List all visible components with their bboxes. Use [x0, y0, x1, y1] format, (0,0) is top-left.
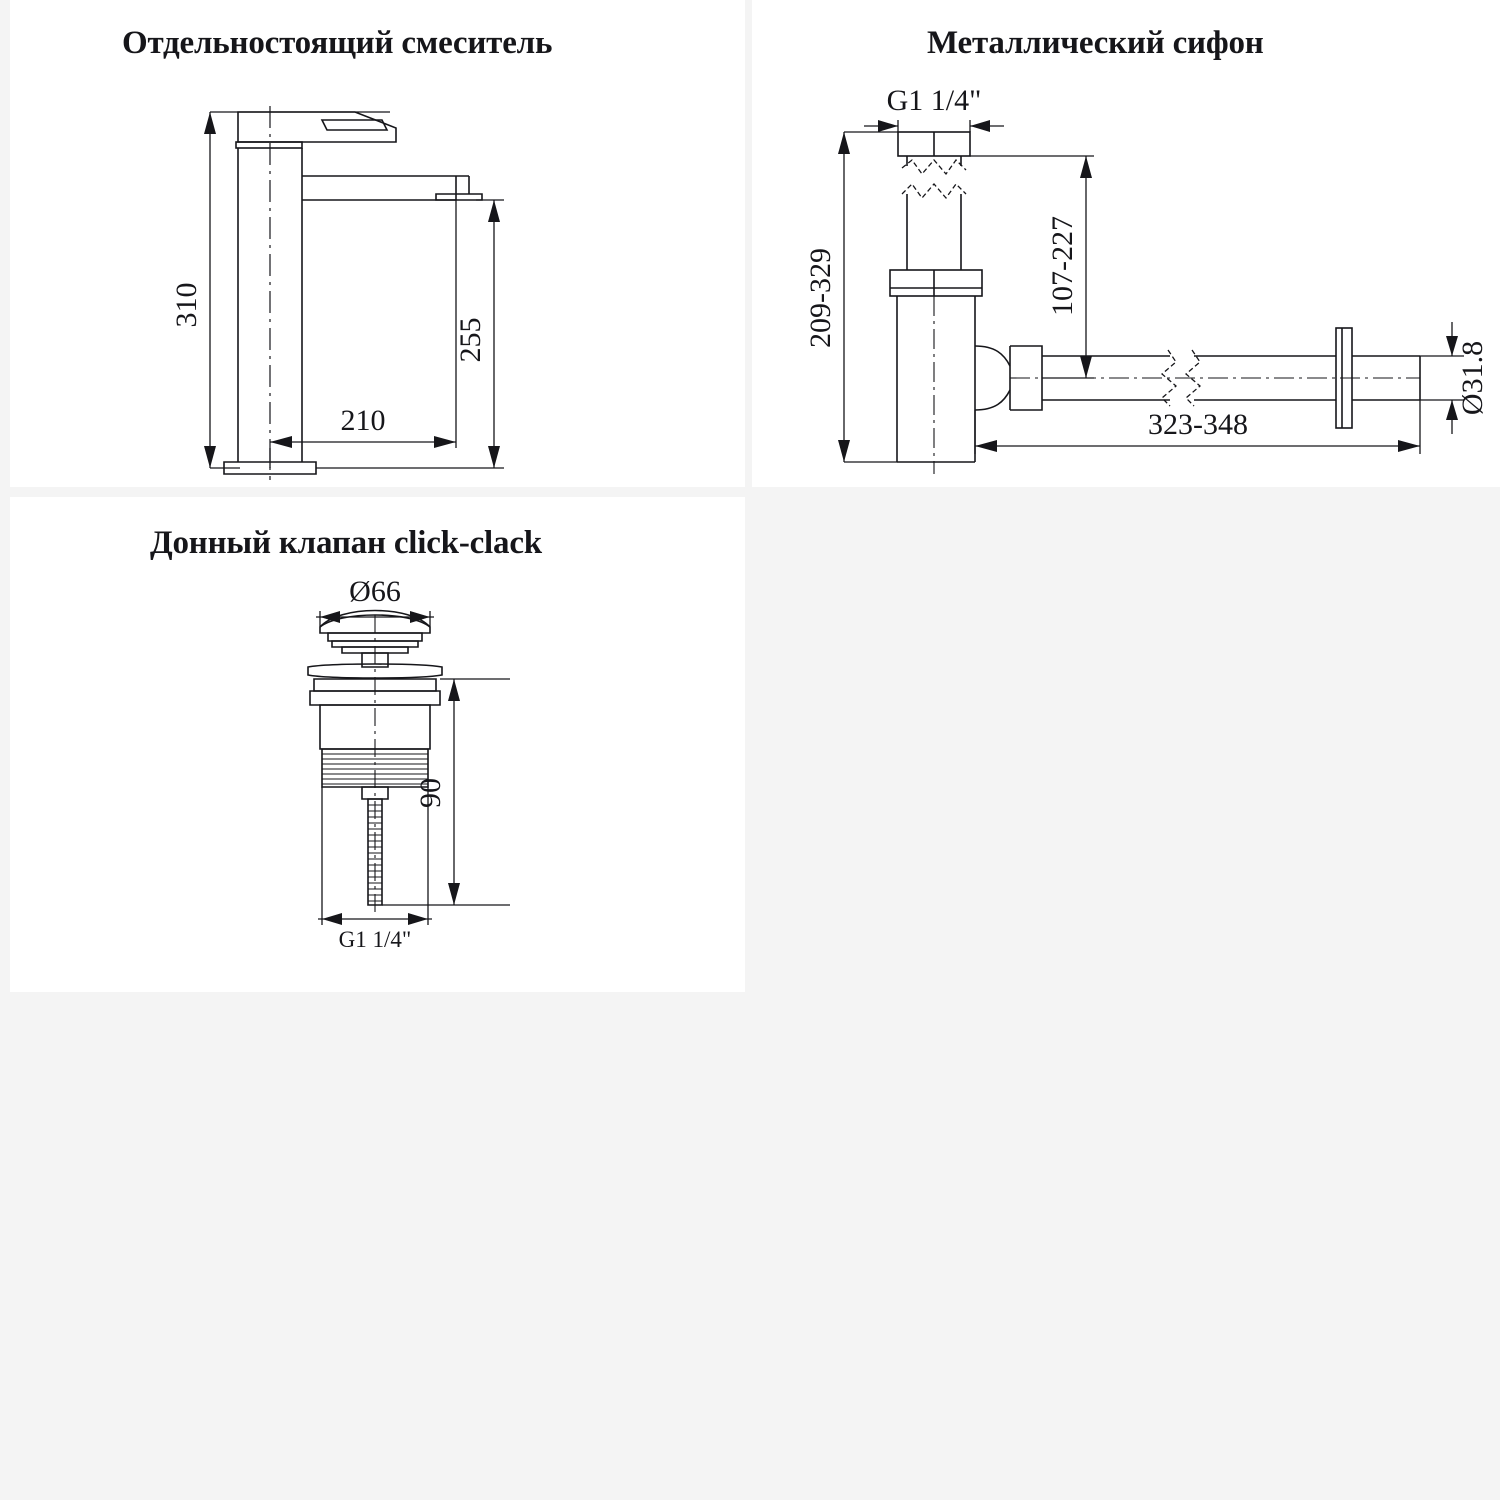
siphon-dim-diameter: Ø31.8	[1456, 340, 1489, 416]
panel-siphon-title: Металлический сифон	[927, 25, 1264, 61]
faucet-dim-210: 210	[340, 404, 386, 437]
panel-faucet-title: Отдельностоящий смеситель	[122, 25, 553, 61]
faucet-drawing	[10, 70, 745, 480]
faucet-dim-255: 255	[454, 317, 487, 363]
panel-faucet	[10, 0, 745, 487]
drain-dim-outlet-thread: G1 1/4"	[338, 927, 412, 952]
panel-siphon	[752, 0, 1500, 487]
siphon-dim-323-348: 323-348	[1148, 408, 1248, 441]
siphon-dim-209-329: 209-329	[804, 248, 837, 348]
panel-drain-valve-title: Донный клапан click-clack	[150, 525, 542, 561]
siphon-drawing	[752, 70, 1500, 480]
siphon-dim-inlet-thread: G1 1/4"	[886, 84, 982, 117]
drain-valve-drawing	[10, 575, 745, 985]
panel-drain-valve	[10, 497, 745, 992]
drain-dim-cap-diameter: Ø66	[349, 575, 401, 608]
drain-dim-body-height: 90	[414, 778, 447, 808]
faucet-dim-310: 310	[170, 282, 203, 328]
siphon-dim-107-227: 107-227	[1046, 216, 1079, 316]
